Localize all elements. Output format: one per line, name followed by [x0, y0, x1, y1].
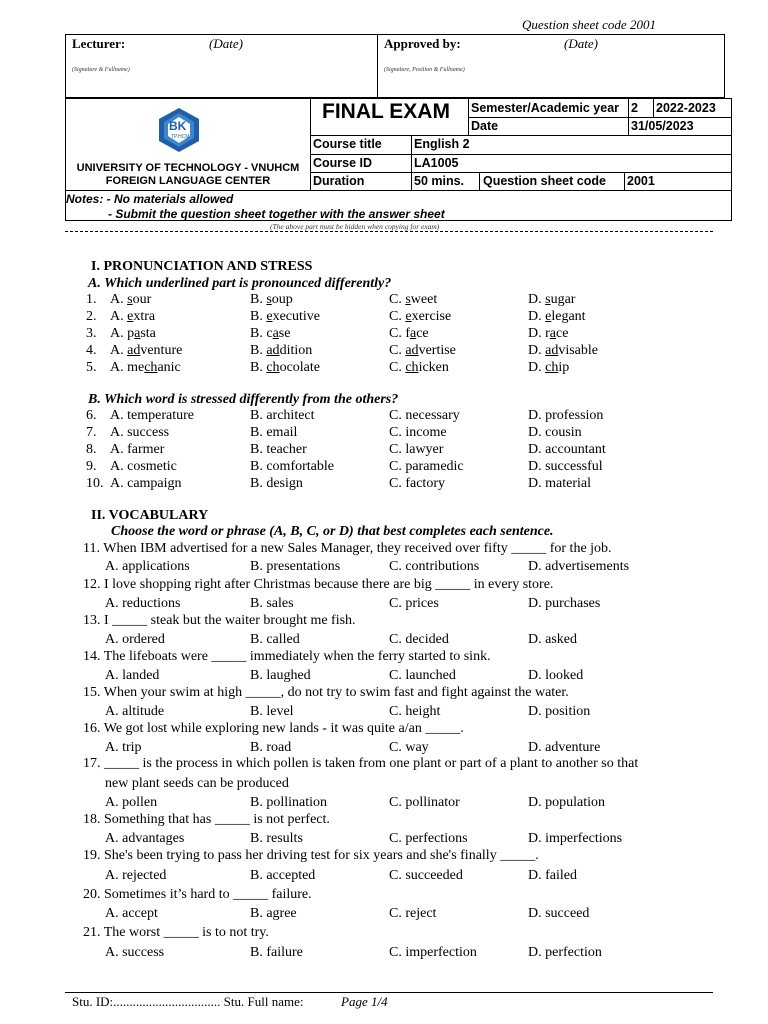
question-stem: 12. I love shopping right after Christmas because there are big _____ in every store. — [83, 577, 554, 592]
answer-option: C. necessary — [389, 408, 460, 423]
option-text: sta — [140, 326, 156, 341]
underlined-part: ch — [266, 360, 280, 375]
answer-option — [528, 360, 569, 376]
answer-option — [110, 343, 182, 359]
underlined-part: ad — [127, 343, 141, 358]
option-text: B. — [250, 292, 267, 307]
option-text: weet — [410, 292, 438, 307]
lecturer-date: (Date) — [209, 36, 243, 51]
option-text: anic — [157, 360, 181, 375]
answer-option — [250, 292, 293, 308]
center-name: FOREIGN LANGUAGE CENTER — [105, 175, 271, 187]
answer-option: D. position — [528, 704, 591, 719]
question-number: 10. — [86, 476, 104, 491]
answer-option — [110, 326, 156, 342]
underlined-part: a — [134, 326, 141, 341]
option-text: B. — [250, 360, 267, 375]
answer-option: B. road — [250, 740, 292, 755]
student-id-field: Stu. ID:................................. Stu. Full name: — [72, 994, 304, 1009]
question-number: 4. — [86, 343, 97, 358]
question-number: 3. — [86, 326, 97, 341]
answer-option — [110, 360, 181, 376]
underlined-part: s — [545, 292, 551, 307]
answer-option — [250, 343, 312, 359]
answer-option: A. pollen — [105, 795, 158, 810]
underlined-part: ch — [405, 360, 419, 375]
answer-option — [528, 343, 598, 359]
underlined-part: ad — [405, 343, 419, 358]
question-number: 9. — [86, 459, 97, 474]
course-title-value: English 2 — [414, 137, 470, 151]
option-text: B. c — [250, 326, 273, 341]
answer-option: C. imperfection — [389, 945, 477, 960]
course-id-label: Course ID — [313, 156, 373, 170]
answer-option: A. ordered — [105, 632, 165, 647]
answer-option: C. height — [389, 704, 441, 719]
section-2-instruction: Choose the word or phrase (A, B, C, or D) that best completes each sentence. — [111, 524, 554, 539]
answer-option: B. agree — [250, 906, 297, 921]
answer-option: D. purchases — [528, 596, 601, 611]
option-text: xercise — [411, 309, 452, 324]
page-number: Page 1/4 — [341, 994, 388, 1009]
underlined-part: s — [127, 292, 133, 307]
answer-option: B. email — [250, 425, 298, 440]
answer-option — [528, 326, 568, 342]
question-stem: 11. When IBM advertised for a new Sales Manager, they received over fifty _____ for the job. — [83, 541, 612, 556]
answer-option: C. paramedic — [389, 459, 464, 474]
part-a-instruction: A. Which underlined part is pronounced differently? — [88, 276, 392, 291]
answer-option: D. adventure — [528, 740, 601, 755]
question-number: 5. — [86, 360, 97, 375]
approved-date: (Date) — [564, 36, 598, 51]
section-2-title: II. VOCABULARY — [91, 508, 209, 523]
option-text: oup — [271, 292, 293, 307]
academic-year-value: 2022-2023 — [656, 101, 716, 115]
answer-option: D. successful — [528, 459, 603, 474]
question-stem: 19. She's been trying to pass her driving test for six years and she's finally _____. — [83, 848, 539, 863]
option-text: D. — [528, 292, 546, 307]
answer-option: D. imperfections — [528, 831, 623, 846]
question-code-value: 2001 — [627, 174, 655, 188]
question-number: 6. — [86, 408, 97, 423]
option-text: ocolate — [279, 360, 320, 375]
answer-option: C. reject — [389, 906, 437, 921]
cut-line — [65, 231, 713, 232]
option-text: ce — [556, 326, 569, 341]
question-number: 8. — [86, 442, 97, 457]
answer-option: A. cosmetic — [110, 459, 177, 474]
option-text: A. p — [110, 326, 135, 341]
answer-option: A. accept — [105, 906, 158, 921]
option-text: C. — [389, 343, 406, 358]
option-text: visable — [558, 343, 598, 358]
answer-option — [389, 360, 449, 376]
underlined-part: a — [272, 326, 279, 341]
option-text: C. — [389, 360, 406, 375]
answer-option: B. laughed — [250, 668, 311, 683]
answer-option: A. advantages — [105, 831, 185, 846]
answer-option: C. factory — [389, 476, 445, 491]
answer-option: B. design — [250, 476, 303, 491]
question-stem: 18. Something that has _____ is not perfect. — [83, 812, 330, 827]
date-label: Date — [471, 119, 499, 133]
course-title-label: Course title — [313, 137, 382, 151]
option-text: se — [278, 326, 291, 341]
answer-option: D. succeed — [528, 906, 590, 921]
option-text: C. — [389, 292, 406, 307]
answer-option: C. pollinator — [389, 795, 460, 810]
answer-option: A. campaign — [110, 476, 182, 491]
question-number: 1. — [86, 292, 97, 307]
underlined-part: a — [549, 326, 556, 341]
question-stem: 17. _____ is the process in which pollen is taken from one plant or part of a plant to another so that — [83, 756, 639, 771]
underlined-part: s — [266, 292, 272, 307]
question-stem: 20. Sometimes it’s hard to _____ failure. — [83, 887, 312, 902]
university-name: UNIVERSITY OF TECHNOLOGY - VNUHCM — [76, 162, 300, 174]
answer-option: A. success — [110, 425, 170, 440]
option-text: xtra — [133, 309, 156, 324]
question-stem-continued: new plant seeds can be produced — [105, 776, 289, 791]
answer-option: B. level — [250, 704, 294, 719]
exam-title: FINAL EXAM — [322, 100, 450, 123]
underlined-part: e — [545, 309, 552, 324]
option-text: D. — [528, 360, 546, 375]
answer-option: C. succeeded — [389, 868, 463, 883]
question-stem: 14. The lifeboats were _____ immediately when the ferry started to sink. — [83, 649, 491, 664]
answer-option — [250, 309, 320, 325]
part-b-instruction: B. Which word is stressed differently from the others? — [88, 392, 399, 407]
option-text: C. — [389, 309, 406, 324]
question-number: 2. — [86, 309, 97, 324]
date-value: 31/05/2023 — [631, 119, 694, 133]
answer-option: B. accepted — [250, 868, 316, 883]
answer-option — [110, 292, 151, 308]
answer-option — [250, 326, 290, 342]
logo-subtext: TP.HCM — [171, 134, 190, 140]
duration-value: 50 mins. — [414, 174, 465, 188]
option-text: A. — [110, 292, 128, 307]
question-stem: 13. I _____ steak but the waiter brought me fish. — [83, 613, 356, 628]
option-text: A. — [110, 309, 128, 324]
underlined-part: e — [405, 309, 412, 324]
answer-option: A. rejected — [105, 868, 167, 883]
underlined-part: ch — [545, 360, 559, 375]
semester-value: 2 — [631, 101, 638, 115]
answer-option: D. cousin — [528, 425, 582, 440]
question-stem: 21. The worst _____ is to not try. — [83, 925, 269, 940]
answer-option: B. sales — [250, 596, 294, 611]
underlined-part: e — [266, 309, 273, 324]
answer-option: D. profession — [528, 408, 604, 423]
option-text: B. — [250, 309, 267, 324]
answer-option: C. lawyer — [389, 442, 444, 457]
answer-option: A. farmer — [110, 442, 165, 457]
footer-rule — [65, 992, 713, 993]
option-text: ip — [558, 360, 570, 375]
logo-text: BK — [169, 119, 187, 133]
course-id-value: LA1005 — [414, 156, 459, 170]
answer-option — [528, 309, 586, 325]
answer-option — [528, 292, 575, 308]
notes-line-2: - Submit the question sheet together with the answer sheet — [108, 207, 445, 221]
semester-label: Semester/Academic year — [471, 101, 620, 115]
sheet-code-top: Question sheet code 2001 — [522, 17, 656, 32]
option-text: legant — [551, 309, 586, 324]
answer-option — [389, 343, 456, 359]
hidden-note: (The above part must be hidden when copying for exam) — [270, 222, 440, 231]
answer-option — [389, 326, 429, 342]
answer-option: A. success — [105, 945, 165, 960]
answer-option: A. temperature — [110, 408, 194, 423]
option-text: B. — [250, 343, 267, 358]
answer-option: C. contributions — [389, 559, 480, 574]
question-code-label: Question sheet code — [483, 174, 606, 188]
answer-option: B. architect — [250, 408, 315, 423]
notes-line-1: Notes: - No materials allowed — [66, 192, 234, 206]
option-text: icken — [418, 360, 449, 375]
option-text: our — [132, 292, 152, 307]
answer-option: B. failure — [250, 945, 303, 960]
underlined-part: e — [127, 309, 134, 324]
underlined-part: ad — [266, 343, 280, 358]
underlined-part: s — [405, 292, 411, 307]
option-text: A. — [110, 343, 128, 358]
question-stem: 16. We got lost while exploring new lands - it was quite a/an _____. — [83, 721, 464, 736]
underlined-part: ch — [144, 360, 158, 375]
option-text: ce — [416, 326, 429, 341]
answer-option: C. way — [389, 740, 429, 755]
answer-option: A. applications — [105, 559, 190, 574]
answer-option: A. altitude — [105, 704, 165, 719]
answer-option: D. population — [528, 795, 605, 810]
answer-option — [250, 360, 320, 376]
answer-option: D. asked — [528, 632, 577, 647]
duration-label: Duration — [313, 174, 365, 188]
underlined-part: ad — [545, 343, 559, 358]
answer-option: D. advertisements — [528, 559, 630, 574]
answer-option — [389, 292, 437, 308]
option-text: ugar — [550, 292, 576, 307]
answer-option: B. pollination — [250, 795, 327, 810]
signature-left: (Signature & Fullname) — [72, 67, 130, 73]
answer-option: D. material — [528, 476, 591, 491]
answer-option — [389, 309, 451, 325]
question-stem: 15. When your swim at high _____, do not try to swim fast and fight against the water. — [83, 685, 569, 700]
approved-label: Approved by: — [384, 36, 461, 51]
option-text: vertise — [418, 343, 456, 358]
signature-right: (Signature, Position & Fullname) — [384, 67, 465, 73]
lecturer-label: Lecturer: — [72, 36, 126, 51]
answer-option: A. landed — [105, 668, 160, 683]
answer-option: C. decided — [389, 632, 449, 647]
option-text: A. me — [110, 360, 145, 375]
answer-option: A. reductions — [105, 596, 181, 611]
underlined-part: a — [410, 326, 417, 341]
answer-option: B. comfortable — [250, 459, 334, 474]
option-text: dition — [279, 343, 313, 358]
option-text: venture — [140, 343, 183, 358]
option-text: C. f — [389, 326, 410, 341]
answer-option: B. teacher — [250, 442, 307, 457]
answer-option: B. presentations — [250, 559, 341, 574]
answer-option: D. looked — [528, 668, 584, 683]
answer-option: B. results — [250, 831, 303, 846]
section-1-title: I. PRONUNCIATION AND STRESS — [91, 259, 313, 274]
answer-option: D. perfection — [528, 945, 602, 960]
answer-option: D. accountant — [528, 442, 606, 457]
option-text: xecutive — [272, 309, 320, 324]
answer-option: D. failed — [528, 868, 577, 883]
option-text: D. — [528, 309, 546, 324]
answer-option: C. income — [389, 425, 447, 440]
answer-option: C. prices — [389, 596, 439, 611]
answer-option: C. perfections — [389, 831, 468, 846]
question-number: 7. — [86, 425, 97, 440]
answer-option: A. trip — [105, 740, 142, 755]
answer-option: C. launched — [389, 668, 456, 683]
answer-option — [110, 309, 155, 325]
answer-option: B. called — [250, 632, 300, 647]
option-text: D. r — [528, 326, 550, 341]
option-text: D. — [528, 343, 546, 358]
